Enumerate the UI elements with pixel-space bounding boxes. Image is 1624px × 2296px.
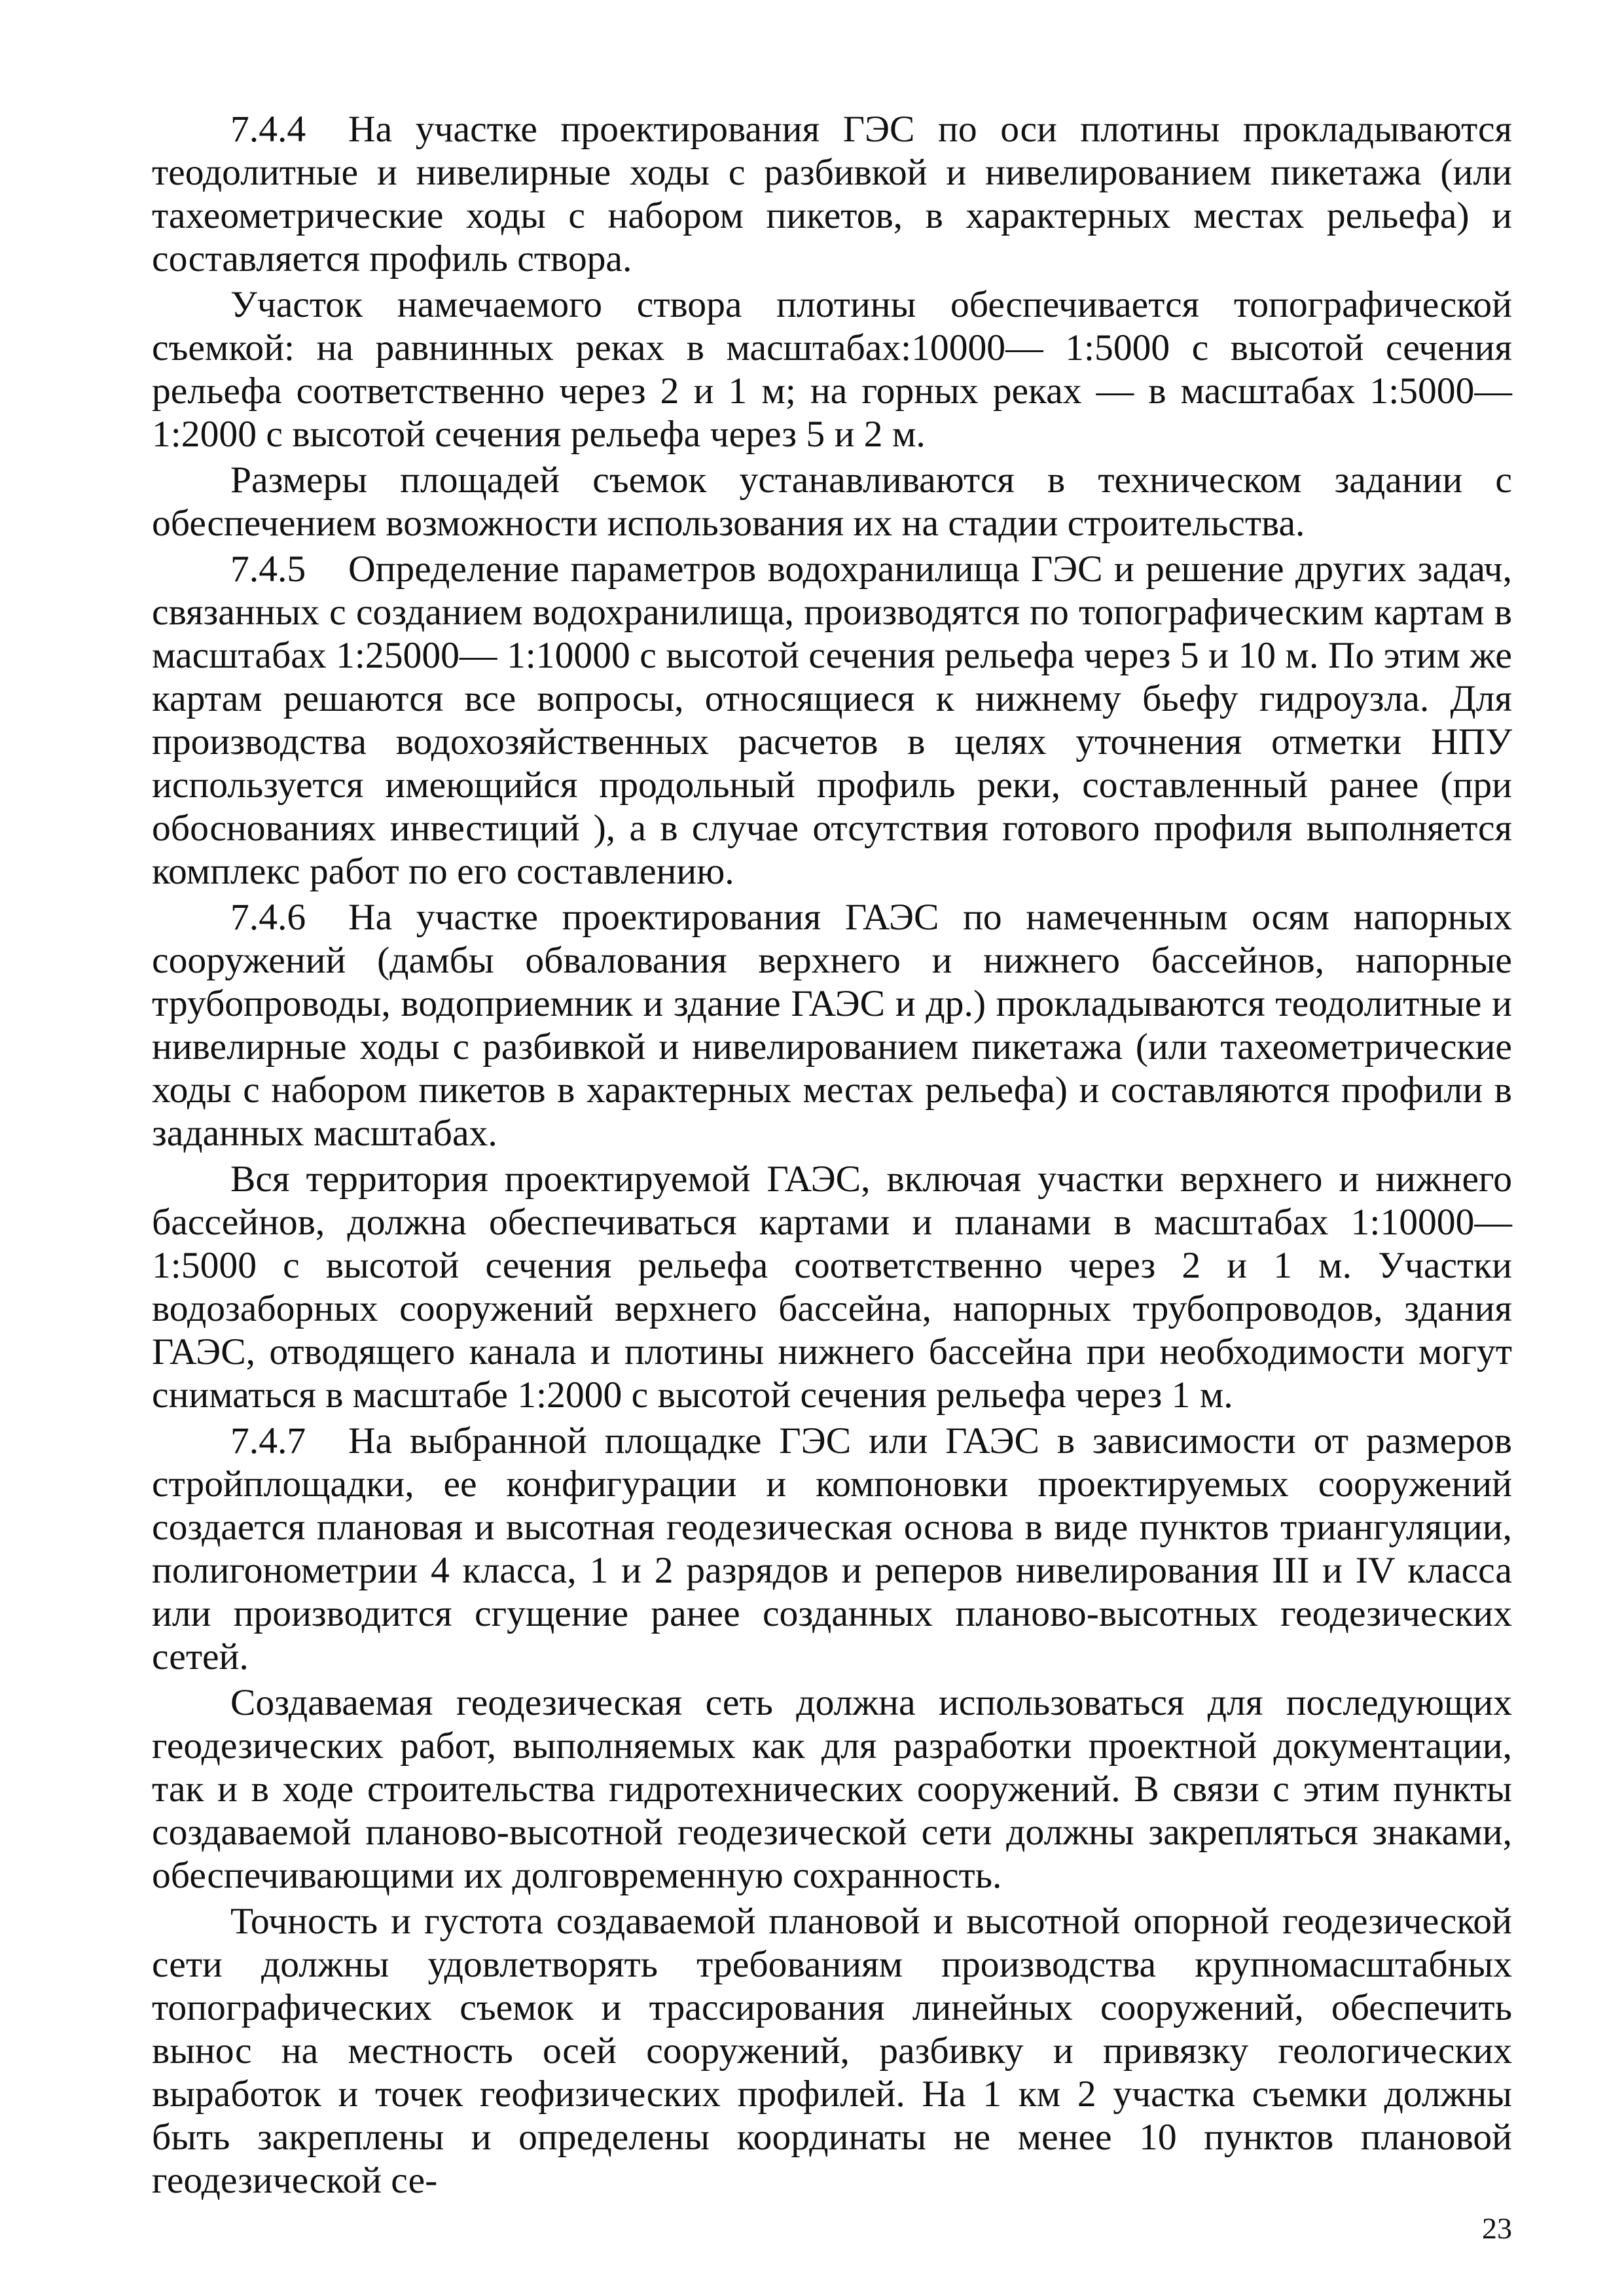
paragraph-text: Вся территория проектируемой ГАЭС, включая участки верхнего и нижнего бассейнов, должна обеспечиваться картами и планами в масштабах 1:10000— 1:5000 с высотой сечения рельефа соответственно через 2 и 1 м. Участки водозаборных сооружений верхнего бассейна, напорных трубопроводов, здания ГАЭС, отводящего канала и плотины нижнего бассейна при необходимости могут сниматься в масштабе 1:2000 с высотой сечения рельефа через 1 м. <box>152 1158 1512 1416</box>
paragraph-text: Определение параметров водохранилища ГЭС и решение других задач, связанных с созданием водохранилища, производятся по топографическим картам в масштабах 1:25000— 1:10000 с высотой сечения рельефа через 5 и 10 м. По этим же картам решаются все вопросы, относящиеся к нижнему бьефу гидроузла. Для производства водохозяйственных расчетов в целях уточнения отметки НПУ используется имеющийся продольный профиль реки, составленный ранее (при обоснованиях инвестиций ), а в случае отсутствия готового профиля выполняется комплекс работ по его составлению. <box>152 548 1512 892</box>
paragraph-7-4-7 <box>152 1420 1512 1679</box>
paragraph-text: Точность и густота создаваемой плановой и высотной опорной геодезической сети должны удовлетворять требованиям производства крупномасштабных топографических съемок и трассирования линейных сооружений, обеспечить вынос на местность осей сооружений, разбивку и привязку геологических выработок и точек геофизических профилей. На 1 км 2 участка съемки должны быть закреплены и определены координаты не менее 10 пунктов плановой геодезической се- <box>152 1901 1512 2201</box>
section-number: 7.4.5 <box>230 548 306 590</box>
paragraph-network-accuracy <box>152 1900 1512 2202</box>
paragraph-text: Участок намечаемого створа плотины обеспечивается топографической съемкой: на равнинных реках в масштабах:10000— 1:5000 с высотой сечения рельефа соответственно через 2 и 1 м; на горных реках — в масштабах 1:5000— 1:2000 с высотой сечения рельефа через 5 и 2 м. <box>152 284 1512 455</box>
paragraph-dam-site-survey <box>152 283 1512 456</box>
section-number: 7.4.7 <box>230 1420 306 1462</box>
paragraph-paes-territory <box>152 1158 1512 1417</box>
paragraph-text: Размеры площадей съемок устанавливаются в техническом задании с обеспечением возможности использования их на стадии строительства. <box>152 459 1512 544</box>
paragraph-7-4-6 <box>152 896 1512 1155</box>
document-body <box>152 108 1512 2202</box>
paragraph-text: На участке проектирования ГЭС по оси плотины прокладываются теодолитные и нивелирные ходы с разбивкой и нивелированием пикетажа (или тахеометрические ходы с набором пикетов, в характерных местах рельефа) и составляется профиль створа. <box>152 109 1512 279</box>
paragraph-text: На выбранной площадке ГЭС или ГАЭС в зависимости от размеров стройплощадки, ее конфигурации и компоновки проектируемых сооружений создается плановая и высотная геодезическая основа в виде пунктов триангуляции, полигонометрии 4 класса, 1 и 2 разрядов и реперов нивелирования III и IV класса или производится сгущение ранее созданных планово-высотных геодезических сетей. <box>152 1420 1512 1677</box>
paragraph-text: На участке проектирования ГАЭС по намеченным осям напорных сооружений (дамбы обвалования верхнего и нижнего бассейнов, напорные трубопроводы, водоприемник и здание ГАЭС и др.) прокладываются теодолитные и нивелирные ходы с разбивкой и нивелированием пикетажа (или тахеометрические ходы с набором пикетов в характерных местах рельефа) и составляются профили в заданных масштабах. <box>152 897 1512 1154</box>
paragraph-survey-area <box>152 459 1512 545</box>
page-number: 23 <box>1482 2212 1512 2245</box>
paragraph-7-4-4 <box>152 108 1512 281</box>
section-number: 7.4.4 <box>230 109 306 150</box>
paragraph-7-4-5 <box>152 548 1512 893</box>
paragraph-geodetic-network <box>152 1681 1512 1897</box>
paragraph-text: Создаваемая геодезическая сеть должна использоваться для последующих геодезических работ, выполняемых как для разработки проектной документации, так и в ходе строительства гидротехнических сооружений. В связи с этим пункты создаваемой планово-высотной геодезической сети должны закрепляться знаками, обеспечивающими их долговременную сохранность. <box>152 1682 1512 1896</box>
section-number: 7.4.6 <box>230 897 306 938</box>
